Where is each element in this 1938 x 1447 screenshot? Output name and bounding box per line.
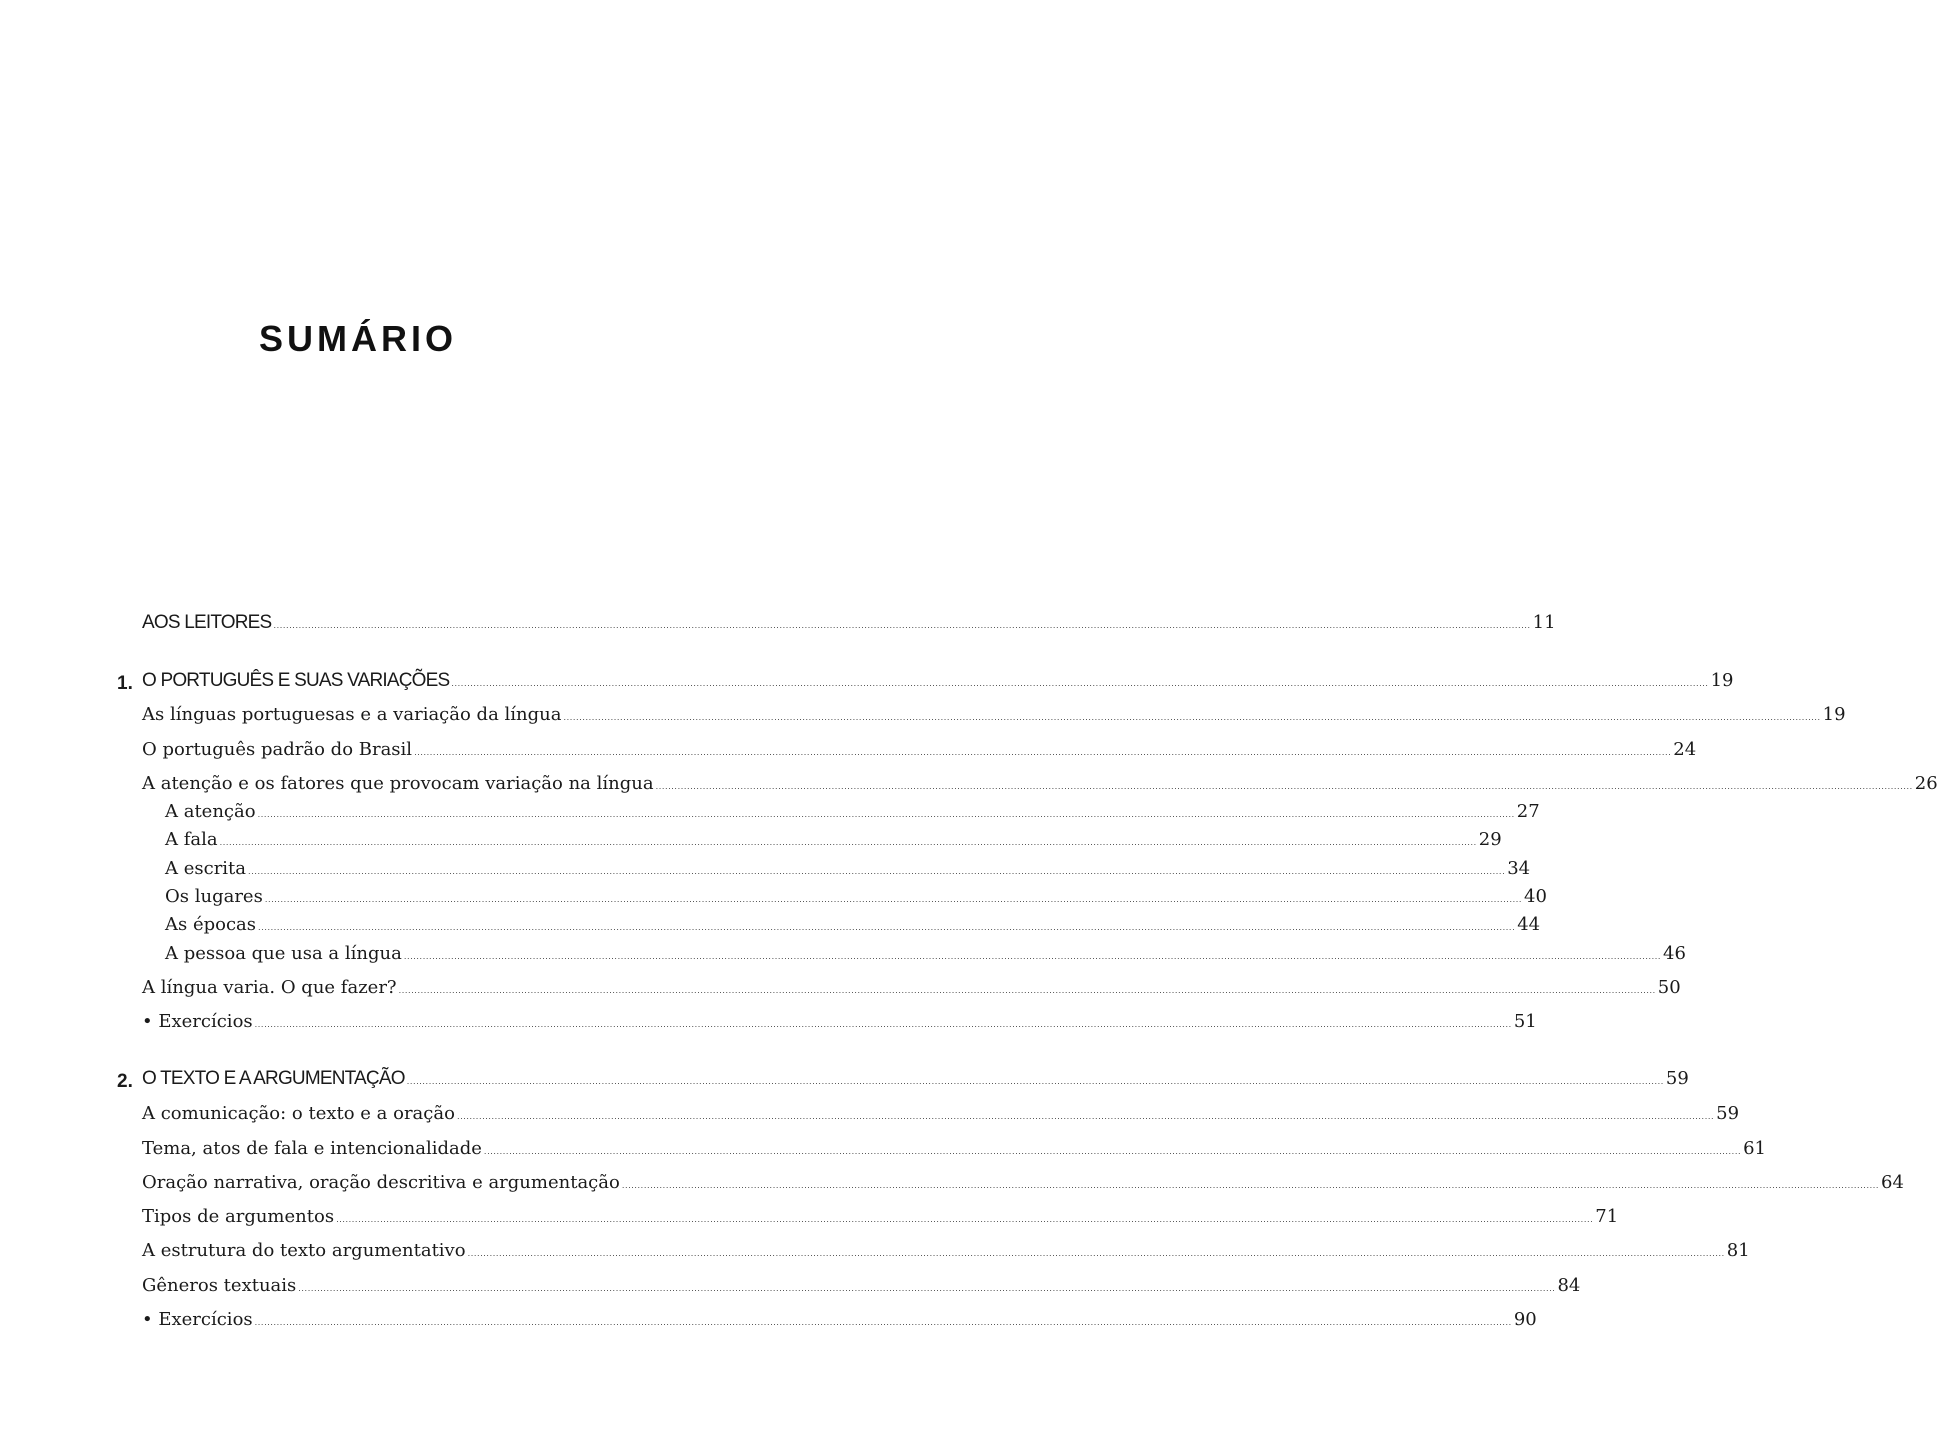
- dot-leader: ................................................................................................................................................................................................................................................................................................................................................................................................................: [456, 1112, 1715, 1121]
- toc-page-number: 59: [1665, 1068, 1689, 1089]
- toc-entry[interactable]: [142, 1206, 1619, 1234]
- toc-entry-aos-leitores[interactable]: [142, 612, 1556, 640]
- toc-entry-label: A escrita: [165, 858, 247, 879]
- toc-subentry[interactable]: [165, 943, 1686, 971]
- toc-entry-label: Tipos de argumentos: [142, 1206, 335, 1227]
- dot-leader: ................................................................................................................................................................................................................................................................................................................................................................................................................: [398, 986, 1656, 995]
- toc-entry-label: A estrutura do texto argumentativo: [142, 1240, 466, 1261]
- toc-entry[interactable]: [142, 1275, 1581, 1303]
- toc-chapter-2[interactable]: [142, 1068, 1689, 1096]
- toc-page-number: 61: [1743, 1138, 1767, 1159]
- toc-page-number: 59: [1716, 1103, 1740, 1124]
- toc-page-number: 29: [1478, 829, 1502, 850]
- dot-leader: ................................................................................................................................................................................................................................................................................................................................................................................................................: [467, 1249, 1725, 1258]
- toc-page-number: 50: [1657, 977, 1681, 998]
- toc-entry[interactable]: [142, 1103, 1740, 1131]
- toc-entry-label: Oração narrativa, oração descritiva e argumentação: [142, 1172, 620, 1193]
- toc-entry-label: A fala: [165, 829, 218, 850]
- dot-leader: ................................................................................................................................................................................................................................................................................................................................................................................................................: [336, 1215, 1594, 1224]
- page-title: SUMÁRIO: [259, 318, 457, 359]
- toc-page-number: 90: [1513, 1309, 1537, 1330]
- dot-leader: ................................................................................................................................................................................................................................................................................................................................................................................................................: [264, 895, 1523, 904]
- toc-subentry[interactable]: [165, 858, 1531, 886]
- toc-entry-label: • Exercícios: [142, 1309, 253, 1330]
- toc-page-number: 71: [1595, 1206, 1619, 1227]
- toc-entry-label: • Exercícios: [142, 1011, 253, 1032]
- toc-page-number: 81: [1726, 1240, 1750, 1261]
- toc-entry-label: Gêneros textuais: [142, 1275, 297, 1296]
- toc-entry-label: A atenção e os fatores que provocam variação na língua: [142, 773, 654, 794]
- dot-leader: ................................................................................................................................................................................................................................................................................................................................................................................................................: [248, 867, 1506, 876]
- toc-chapter-1[interactable]: [142, 670, 1734, 698]
- toc-page-number: 11: [1532, 612, 1556, 633]
- dot-leader: ................................................................................................................................................................................................................................................................................................................................................................................................................: [655, 782, 1913, 791]
- toc-entry-label: A atenção: [165, 801, 256, 822]
- toc-entry-label: O TEXTO E A ARGUMENTAÇÃO: [142, 1068, 405, 1089]
- toc-page-number: 64: [1881, 1172, 1904, 1193]
- toc-entry[interactable]: [142, 1172, 1904, 1200]
- toc-page-number: 24: [1673, 739, 1697, 760]
- dot-leader: ................................................................................................................................................................................................................................................................................................................................................................................................................: [273, 621, 1531, 630]
- toc-entry-label: AOS LEITORES: [142, 612, 272, 633]
- dot-leader: ................................................................................................................................................................................................................................................................................................................................................................................................................: [257, 810, 1515, 819]
- toc-page-number: 44: [1517, 914, 1541, 935]
- dot-leader: ................................................................................................................................................................................................................................................................................................................................................................................................................: [621, 1181, 1880, 1190]
- toc-page-number: 26: [1914, 773, 1938, 794]
- toc-entry-label: Tema, atos de fala e intencionalidade: [142, 1138, 482, 1159]
- toc-entry-exercicios[interactable]: [142, 1309, 1537, 1337]
- dot-leader: ................................................................................................................................................................................................................................................................................................................................................................................................................: [219, 838, 1477, 847]
- toc-entry[interactable]: [142, 1240, 1750, 1268]
- toc-entry-exercicios[interactable]: [142, 1011, 1537, 1039]
- toc-subentry[interactable]: [165, 914, 1541, 942]
- toc-page-number: 19: [1822, 704, 1846, 725]
- dot-leader: ................................................................................................................................................................................................................................................................................................................................................................................................................: [254, 1020, 1512, 1029]
- toc-page-number: 46: [1663, 943, 1686, 964]
- toc-entry-label: A comunicação: o texto e a oração: [142, 1103, 455, 1124]
- toc-entry-label: O português padrão do Brasil: [142, 739, 413, 760]
- dot-leader: ................................................................................................................................................................................................................................................................................................................................................................................................................: [414, 748, 1672, 757]
- toc-entry-label: O PORTUGUÊS E SUAS VARIAÇÕES: [142, 670, 450, 691]
- toc-entry-label: As épocas: [165, 914, 257, 935]
- toc-subentry[interactable]: [165, 829, 1502, 857]
- dot-leader: ................................................................................................................................................................................................................................................................................................................................................................................................................: [258, 923, 1516, 932]
- toc-entry[interactable]: [142, 1138, 1767, 1166]
- toc-page-number: 51: [1513, 1011, 1537, 1032]
- toc-page-number: 27: [1516, 801, 1540, 822]
- dot-leader: ................................................................................................................................................................................................................................................................................................................................................................................................................: [563, 713, 1821, 722]
- toc-entry-label: A pessoa que usa a língua: [165, 943, 402, 964]
- toc-page-number: 34: [1507, 858, 1531, 879]
- toc-subentry[interactable]: [165, 886, 1547, 914]
- toc-entry[interactable]: [142, 977, 1681, 1005]
- toc-entry-label: Os lugares: [165, 886, 263, 907]
- chapter-number: 2.: [117, 1071, 133, 1092]
- chapter-number: 1.: [117, 673, 133, 694]
- dot-leader: ................................................................................................................................................................................................................................................................................................................................................................................................................: [451, 679, 1709, 688]
- toc-entry[interactable]: [142, 773, 1938, 801]
- toc-page-number: 84: [1557, 1275, 1581, 1296]
- dot-leader: ................................................................................................................................................................................................................................................................................................................................................................................................................: [254, 1318, 1512, 1327]
- dot-leader: ................................................................................................................................................................................................................................................................................................................................................................................................................: [483, 1147, 1742, 1156]
- toc-entry[interactable]: [142, 739, 1697, 767]
- toc-entry-label: A língua varia. O que fazer?: [142, 977, 397, 998]
- toc-page-number: 40: [1524, 886, 1547, 907]
- dot-leader: ................................................................................................................................................................................................................................................................................................................................................................................................................: [403, 952, 1662, 961]
- dot-leader: ................................................................................................................................................................................................................................................................................................................................................................................................................: [298, 1284, 1556, 1293]
- toc-subentry[interactable]: [165, 801, 1540, 829]
- dot-leader: ................................................................................................................................................................................................................................................................................................................................................................................................................: [406, 1077, 1664, 1086]
- toc-entry[interactable]: [142, 704, 1846, 732]
- toc-page-number: 19: [1710, 670, 1734, 691]
- toc-entry-label: As línguas portuguesas e a variação da língua: [142, 704, 562, 725]
